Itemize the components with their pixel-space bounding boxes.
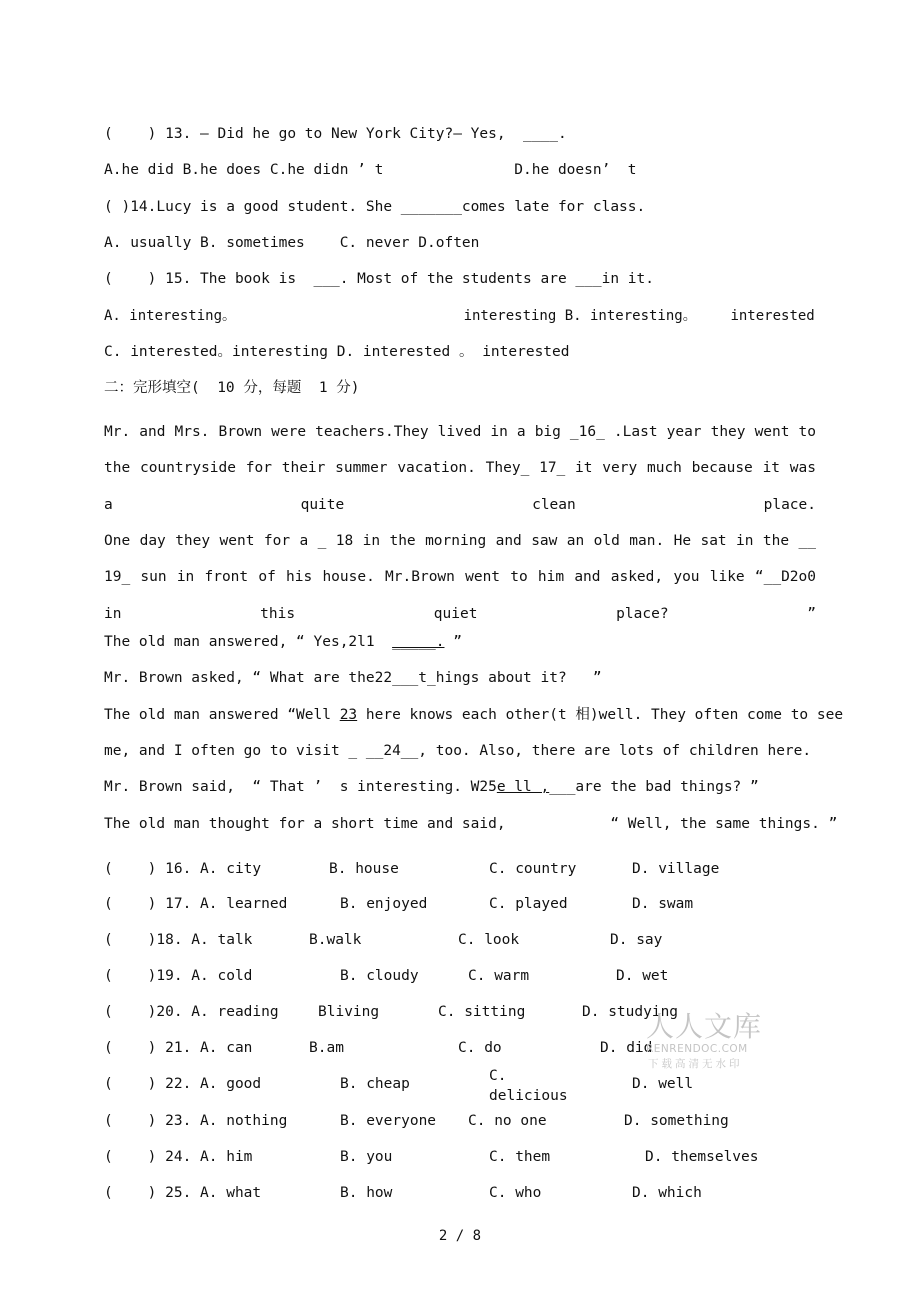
option-d: D. wet bbox=[616, 968, 669, 984]
question-13: ( ) 13. — Did he go to New York City?— Yes, ____. bbox=[104, 126, 567, 142]
option-c: C. them bbox=[489, 1149, 551, 1165]
option-b: B. you bbox=[340, 1149, 393, 1165]
watermark-logo bbox=[646, 1012, 774, 1072]
passage-paragraph-2: One day they went for a _ 18 in the morning and saw an old man. He sat in the __ 19_ sun in front of his house. Mr.Brown went to him and asked, you like “__D2o0 in this quiet place? ” bbox=[104, 533, 816, 622]
question-15-options-ab: A. interesting。 interesting B. interesting。 interested bbox=[104, 308, 815, 324]
option-c: C. played bbox=[489, 896, 568, 912]
option-d: D. well bbox=[632, 1076, 694, 1092]
page-number: 2 / 8 bbox=[438, 1228, 482, 1244]
option-d: D. studying bbox=[582, 1004, 679, 1020]
option-b: B. cheap bbox=[340, 1076, 410, 1092]
option-b: B. enjoyed bbox=[340, 896, 428, 912]
option-q18: ( )18. A. talk bbox=[104, 932, 253, 948]
option-d: D. themselves bbox=[645, 1149, 759, 1165]
option-c: C. delicious bbox=[489, 1068, 568, 1104]
passage-paragraph-6: me, and I often go to visit _ __24__, too. Also, there are lots of children here. bbox=[104, 743, 812, 759]
option-q25: ( ) 25. A. what bbox=[104, 1185, 262, 1201]
passage-paragraph-4: Mr. Brown asked, “ What are the22___t_hings about it? ” bbox=[104, 670, 602, 686]
option-q19: ( )19. A. cold bbox=[104, 968, 253, 984]
watermark-tagline: 下载高清无水印 bbox=[648, 1058, 743, 1070]
option-d: D. village bbox=[632, 861, 720, 877]
question-13-options: A.he did B.he does C.he didn ’ t D.he doesn’ t bbox=[104, 162, 637, 178]
option-b: B.walk bbox=[309, 932, 362, 948]
option-d: D. something bbox=[624, 1113, 729, 1129]
passage-paragraph-8: The old man thought for a short time and said, “ Well, the same things. ” bbox=[104, 816, 838, 832]
option-d: D. say bbox=[610, 932, 663, 948]
option-b: B. how bbox=[340, 1185, 393, 1201]
blank-23: 23 bbox=[339, 707, 358, 723]
passage-paragraph-5 bbox=[104, 705, 844, 725]
passage-paragraph-7 bbox=[104, 777, 816, 797]
option-q20: ( )20. A. reading bbox=[104, 1004, 279, 1020]
passage-text: ___are the bad things? ” bbox=[549, 779, 759, 795]
option-b: B. cloudy bbox=[340, 968, 419, 984]
watermark-title: 人人文库 bbox=[646, 1010, 763, 1043]
blank: _____. bbox=[392, 634, 445, 650]
option-c: C. who bbox=[489, 1185, 542, 1201]
option-q22: ( ) 22. A. good bbox=[104, 1076, 262, 1092]
option-q23: ( ) 23. A. nothing bbox=[104, 1113, 288, 1129]
option-b: B. house bbox=[329, 861, 399, 877]
option-c: C. look bbox=[458, 932, 520, 948]
section-heading: 二：完形填空( 10 分，每题 1 分) bbox=[104, 380, 360, 396]
option-q21: ( ) 21. A. can bbox=[104, 1040, 253, 1056]
option-q24: ( ) 24. A. him bbox=[104, 1149, 253, 1165]
option-c: C. country bbox=[489, 861, 577, 877]
passage-text: The old man answered “Well bbox=[104, 707, 340, 723]
option-d: D. did bbox=[600, 1040, 653, 1056]
passage-text: The old man answered, “ Yes,2l1 bbox=[104, 634, 393, 650]
question-14: ( )14.Lucy is a good student. She _______comes late for class. bbox=[104, 199, 646, 215]
option-c: C. do bbox=[458, 1040, 502, 1056]
question-15: ( ) 15. The book is ___. Most of the students are ___in it. bbox=[104, 271, 654, 287]
passage-paragraph-3 bbox=[104, 632, 816, 652]
option-c: C. sitting bbox=[438, 1004, 526, 1020]
option-q16: ( ) 16. A. city bbox=[104, 861, 262, 877]
blank-25: e ll , bbox=[496, 779, 550, 795]
option-c: C. no one bbox=[468, 1113, 547, 1129]
passage-text: ” bbox=[444, 634, 462, 650]
question-14-options: A. usually B. sometimes C. never D.often bbox=[104, 235, 480, 251]
option-c: C. warm bbox=[468, 968, 530, 984]
passage-text: Mr. Brown said, “ That ’ s interesting. W25 bbox=[104, 779, 497, 795]
option-b: B.am bbox=[309, 1040, 344, 1056]
option-b: Bliving bbox=[318, 1004, 380, 1020]
passage-paragraph-1: Mr. and Mrs. Brown were teachers.They lived in a big _16_ .Last year they went to the countryside for their summer vacation. They_ 17_ it very much because it was a quite clean place. bbox=[104, 424, 816, 513]
option-b: B. everyone bbox=[340, 1113, 437, 1129]
watermark-domain: RENRENDOC.COM bbox=[646, 1043, 748, 1055]
passage-text: here knows each other(t 相)well. They often come to see bbox=[357, 707, 844, 723]
question-15-options-cd: C. interested。interesting D. interested 。 interested bbox=[104, 344, 570, 360]
option-q17: ( ) 17. A. learned bbox=[104, 896, 288, 912]
option-d: D. which bbox=[632, 1185, 702, 1201]
option-d: D. swam bbox=[632, 896, 694, 912]
